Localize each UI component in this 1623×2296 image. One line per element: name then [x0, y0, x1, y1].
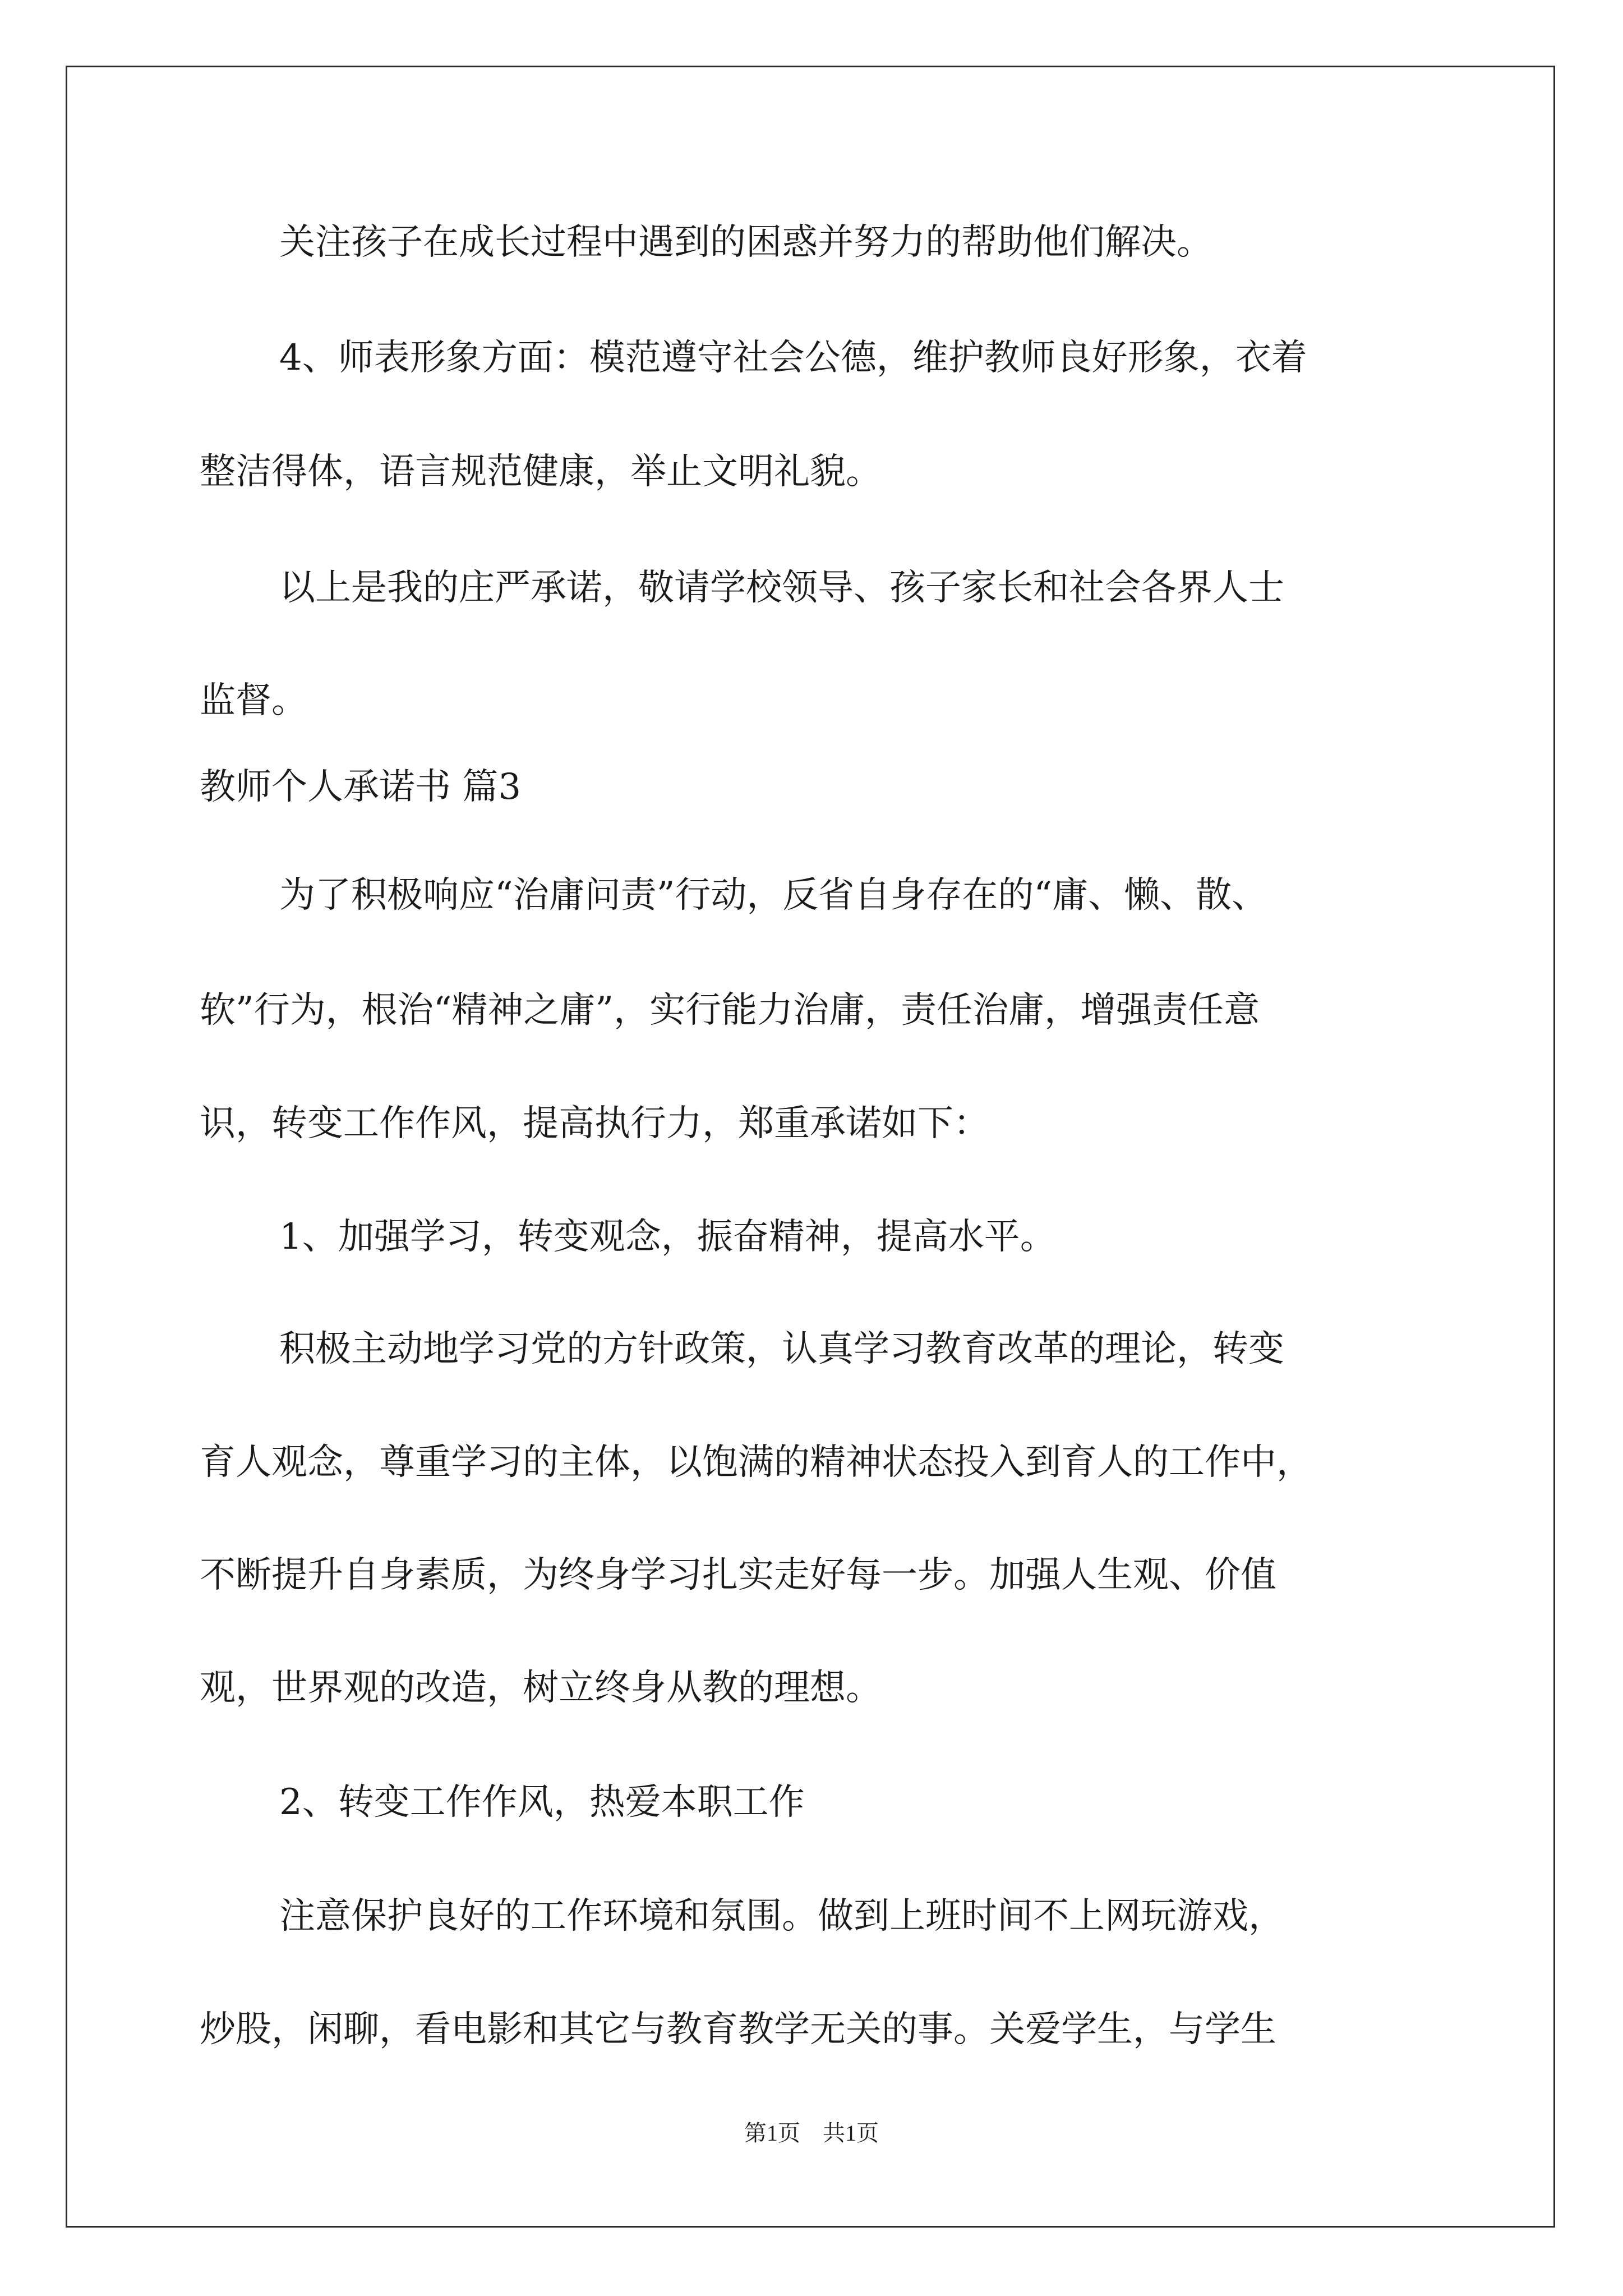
- paragraph-line: 整洁得体，语言规范健康，举止文明礼貌。: [200, 451, 882, 493]
- paragraph-line: 以上是我的庄严承诺，敬请学校领导、孩子家长和社会各界人士: [279, 567, 1284, 609]
- paragraph-line: 1、加强学习，转变观念，振奋精神，提高水平。: [279, 1216, 1056, 1258]
- paragraph-line: 积极主动地学习党的方针政策，认真学习教育改革的理论，转变: [279, 1328, 1284, 1370]
- paragraph-line: 育人观念，尊重学习的主体，以饱满的精神状态投入到育人的工作中，: [200, 1442, 1312, 1483]
- paragraph-line: 2、转变工作作风，热爱本职工作: [279, 1782, 805, 1823]
- paragraph-line: 注意保护良好的工作环境和氛围。做到上班时间不上网玩游戏，: [279, 1895, 1284, 1937]
- page-total: 共1页: [823, 2120, 879, 2146]
- page-footer: [0, 2119, 1623, 2147]
- paragraph-line: 不断提升自身素质，为终身学习扎实走好每一步。加强人生观、价值: [200, 1554, 1276, 1596]
- paragraph-line: 关注孩子在成长过程中遇到的困惑并努力的帮助他们解决。: [279, 222, 1212, 263]
- paragraph-line: 炒股，闲聊，看电影和其它与教育教学无关的事。关爱学生，与学生: [200, 2009, 1276, 2050]
- page-number: 第1页: [744, 2120, 800, 2146]
- paragraph-line: 监督。: [200, 680, 307, 721]
- paragraph-line: 识，转变工作作风，提高执行力，郑重承诺如下：: [200, 1103, 989, 1144]
- paragraph-line: 为了积极响应“治庸问责”行动，反省自身存在的“庸、懒、散、: [279, 875, 1268, 916]
- paragraph-line: 软”行为，根治“精神之庸”，实行能力治庸，责任治庸，增强责任意: [200, 990, 1260, 1031]
- paragraph-line: 4、师表形象方面：模范遵守社会公德，维护教师良好形象，衣着: [279, 337, 1307, 379]
- section-heading: 教师个人承诺书 篇3: [200, 766, 522, 808]
- paragraph-line: 观，世界观的改造，树立终身从教的理想。: [200, 1667, 882, 1709]
